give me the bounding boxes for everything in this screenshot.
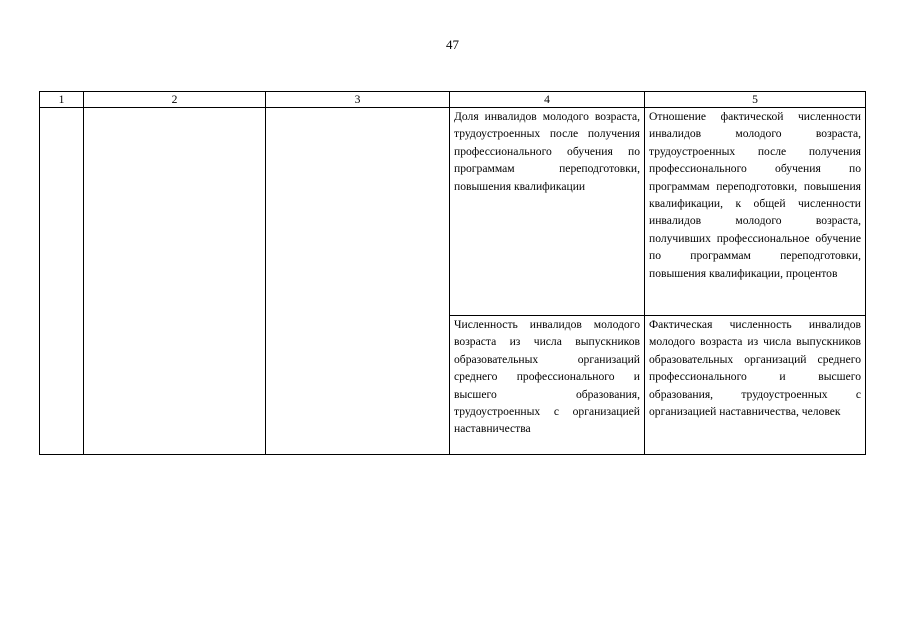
table-header-row [40, 92, 866, 108]
indicators-table [39, 91, 866, 455]
header-cell-5: 5 [645, 92, 866, 108]
header-cell-2: 2 [84, 92, 266, 108]
indicator-name-cell: Доля инвалидов молодого возраста, трудоустроенных после получения профессионального обучения по программам переподготовки, повышения квалификации [450, 108, 645, 316]
indicator-method-cell: Отношение фактической численности инвалидов молодого возраста, трудоустроенных после получения профессионального обучения по программам переподготовки, повышения квалификации, к общей численности инвалидов молодого возраста, получивших профессиональное обучение по программам переподготовки, повышения квалификации, процентов [645, 108, 866, 316]
indicator-method-cell: Фактическая численность инвалидов молодого возраста из числа выпускников образовательных организаций среднего профессионального и высшего образования, трудоустроенных с организацией наставничества, человек [645, 316, 866, 455]
table-cell-col3 [266, 108, 450, 455]
table-row [40, 108, 866, 316]
table-cell-col2 [84, 108, 266, 455]
table-cell-col1 [40, 108, 84, 455]
header-cell-3: 3 [266, 92, 450, 108]
header-cell-1: 1 [40, 92, 84, 108]
header-cell-4: 4 [450, 92, 645, 108]
indicator-name-cell: Численность инвалидов молодого возраста из числа выпускников образовательных организаций среднего профессионального и высшего образования, трудоустроенных с организацией наставничества [450, 316, 645, 455]
page-number: 47 [446, 37, 459, 52]
